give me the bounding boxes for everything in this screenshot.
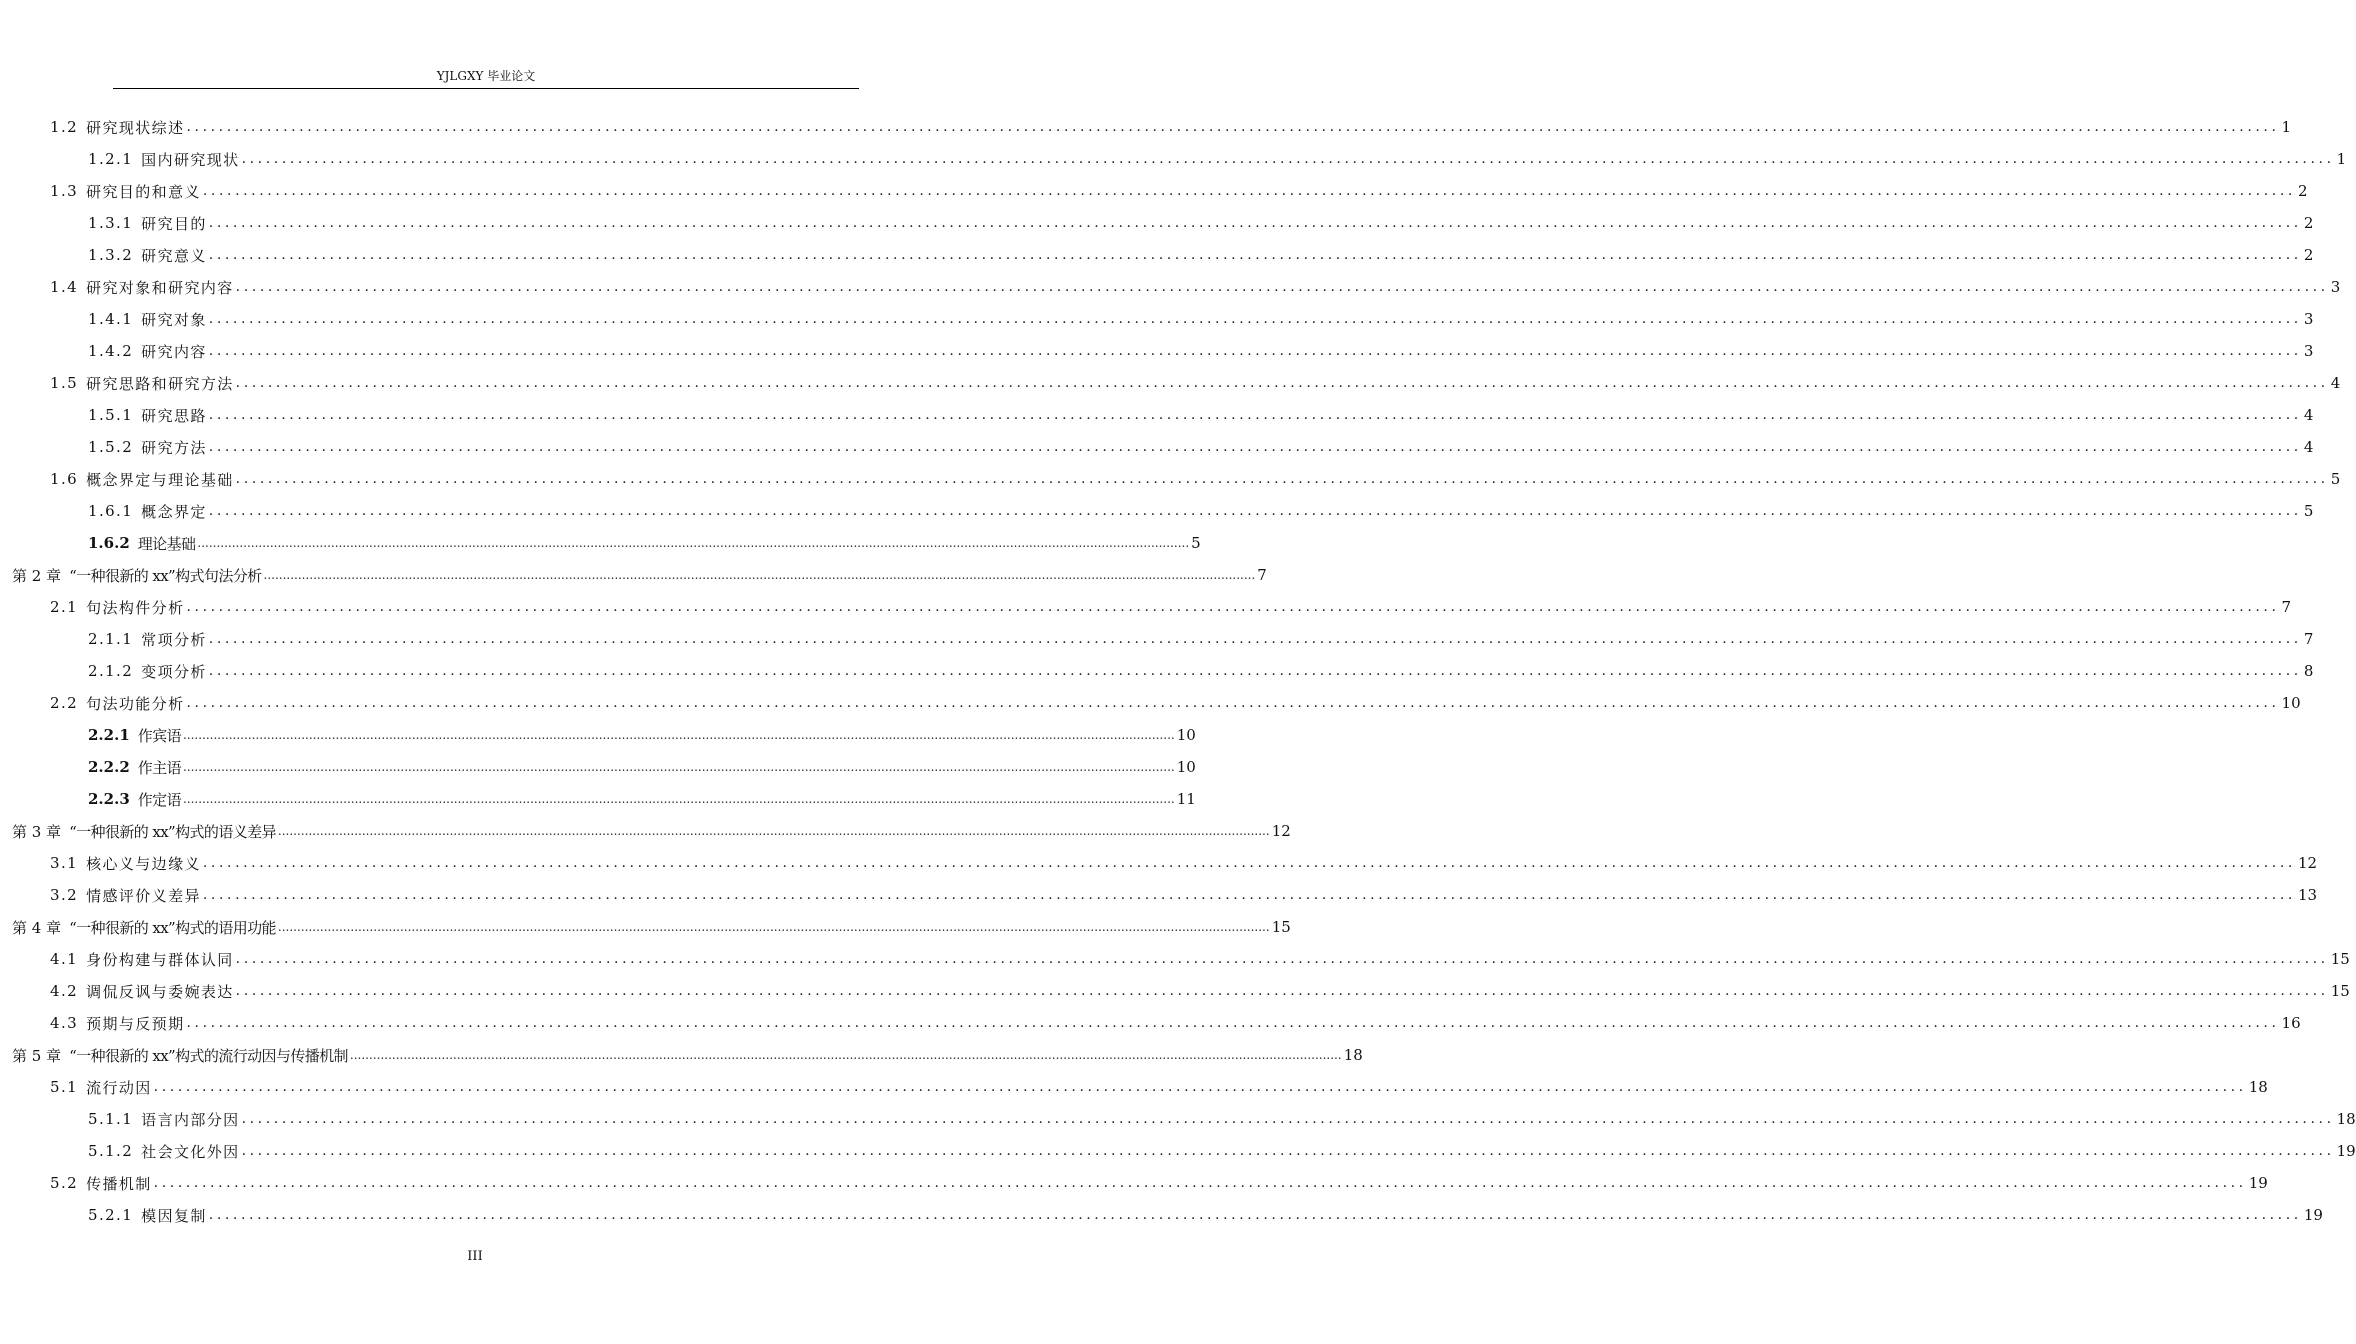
- toc-entry-number: 第 3 章: [12, 822, 62, 841]
- toc-entry[interactable]: [50, 463, 2341, 495]
- toc-entry-title: 研究对象: [141, 310, 207, 329]
- toc-entry-page: 8: [2303, 662, 2314, 680]
- toc-entry[interactable]: [12, 1039, 1363, 1071]
- toc-entry-number: 4.3: [50, 1014, 79, 1032]
- toc-dot-leader: ....................................................................................................................................................................................................................................................................: [263, 568, 1256, 582]
- toc-entry-title: 身份构建与群体认同: [86, 950, 234, 969]
- toc-entry-number: 2.2: [50, 694, 79, 712]
- toc-dot-leader: ....................................................................................................................................................................................................................................................................: [208, 311, 2302, 327]
- toc-dot-leader: ....................................................................................................................................................................................................................................................................: [235, 375, 2329, 391]
- toc-entry-title: 变项分析: [141, 662, 207, 681]
- toc-entry-number: 1.2: [50, 118, 79, 136]
- toc-entry[interactable]: [88, 303, 2314, 335]
- toc-entry[interactable]: [88, 335, 2314, 367]
- toc-dot-leader: ....................................................................................................................................................................................................................................................................: [277, 824, 1270, 838]
- toc-entry-page: 15: [2330, 950, 2350, 968]
- toc-dot-leader: ....................................................................................................................................................................................................................................................................: [208, 343, 2302, 359]
- toc-entry[interactable]: [88, 1199, 2323, 1231]
- toc-entry[interactable]: [88, 623, 2314, 655]
- toc-entry-number: 第 4 章: [12, 918, 62, 937]
- toc-entry-title: 作定语: [137, 790, 181, 809]
- header-rule: [113, 88, 859, 89]
- toc-entry-title: “一种很新的 xx”构式的语用功能: [69, 918, 276, 937]
- toc-dot-leader: ....................................................................................................................................................................................................................................................................: [235, 951, 2329, 967]
- toc-entry[interactable]: [88, 1103, 2356, 1135]
- toc-entry-number: 1.5.1: [88, 406, 134, 424]
- toc-entry[interactable]: [88, 399, 2314, 431]
- toc-entry-number: 1.3: [50, 182, 79, 200]
- page-header: YJLGXY 毕业论文: [436, 69, 536, 83]
- toc-entry[interactable]: [88, 1135, 2356, 1167]
- toc-dot-leader: ....................................................................................................................................................................................................................................................................: [202, 855, 2296, 871]
- toc-entry-title: “一种很新的 xx”构式的语义差异: [69, 822, 276, 841]
- toc-entry-page: 12: [1271, 822, 1291, 840]
- toc-entry[interactable]: [50, 1167, 2268, 1199]
- toc-entry-title: 句法构件分析: [86, 598, 185, 617]
- toc-entry[interactable]: [50, 975, 2350, 1007]
- toc-entry-page: 18: [1343, 1046, 1363, 1064]
- toc-entry-title: 研究目的: [141, 214, 207, 233]
- toc-entry-number: 1.3.2: [88, 246, 134, 264]
- toc-entry-title: 社会文化外因: [141, 1142, 240, 1161]
- toc-entry-page: 1: [2281, 118, 2292, 136]
- toc-entry[interactable]: [12, 911, 1291, 943]
- toc-entry-number: 1.4: [50, 278, 79, 296]
- toc-entry-title: 调侃反讽与委婉表达: [86, 982, 234, 1001]
- toc-entry-page: 15: [2330, 982, 2350, 1000]
- toc-entry[interactable]: [50, 687, 2301, 719]
- toc-dot-leader: ....................................................................................................................................................................................................................................................................: [277, 920, 1270, 934]
- toc-entry[interactable]: [88, 143, 2347, 175]
- toc-entry-title: 研究意义: [141, 246, 207, 265]
- toc-dot-leader: ....................................................................................................................................................................................................................................................................: [235, 279, 2329, 295]
- toc-entry-title: 研究思路和研究方法: [86, 374, 234, 393]
- toc-entry-number: 1.4.2: [88, 342, 134, 360]
- toc-entry-page: 13: [2297, 886, 2318, 904]
- toc-entry-page: 18: [2248, 1078, 2268, 1096]
- toc-entry-page: 10: [1176, 726, 1196, 744]
- toc-entry-title: 情感评价义差异: [86, 886, 201, 905]
- toc-entry-page: 16: [2281, 1014, 2301, 1032]
- toc-entry-title: 研究对象和研究内容: [86, 278, 234, 297]
- toc-entry-title: 概念界定: [141, 502, 207, 521]
- toc-entry-page: 5: [2303, 502, 2314, 520]
- toc-dot-leader: ....................................................................................................................................................................................................................................................................: [241, 1111, 2335, 1127]
- toc-entry-title: 研究目的和意义: [86, 182, 201, 201]
- toc-entry-page: 3: [2330, 278, 2341, 296]
- toc-entry-page: 2: [2297, 182, 2308, 200]
- toc-entry-number: 5.1.2: [88, 1142, 134, 1160]
- toc-entry[interactable]: [12, 815, 1291, 847]
- toc-dot-leader: ....................................................................................................................................................................................................................................................................: [182, 728, 1175, 742]
- toc-entry-page: 4: [2303, 438, 2314, 456]
- toc-entry[interactable]: [50, 367, 2341, 399]
- toc-entry-number: 1.4.1: [88, 310, 134, 328]
- toc-dot-leader: ....................................................................................................................................................................................................................................................................: [349, 1048, 1342, 1062]
- toc-dot-leader: ....................................................................................................................................................................................................................................................................: [182, 760, 1175, 774]
- toc-entry-title: “一种很新的 xx”构式句法分析: [69, 566, 262, 585]
- toc-entry[interactable]: [50, 271, 2341, 303]
- toc-entry[interactable]: [50, 943, 2350, 975]
- toc-entry-number: 5.2.1: [88, 1206, 134, 1224]
- toc-dot-leader: ....................................................................................................................................................................................................................................................................: [153, 1175, 2247, 1191]
- toc-entry-title: 作宾语: [137, 726, 181, 745]
- toc-entry[interactable]: [88, 719, 1196, 751]
- toc-entry-number: 1.6: [50, 470, 79, 488]
- toc-entry-title: 语言内部分因: [141, 1110, 240, 1129]
- toc-entry-number: 5.1: [50, 1078, 79, 1096]
- toc-entry-title: 句法功能分析: [86, 694, 185, 713]
- toc-entry[interactable]: [88, 527, 1201, 559]
- toc-entry-number: 1.6.2: [88, 534, 130, 552]
- toc-entry-number: 2.1.1: [88, 630, 134, 648]
- toc-dot-leader: ....................................................................................................................................................................................................................................................................: [241, 151, 2335, 167]
- toc-entry[interactable]: [50, 175, 2308, 207]
- toc-entry-page: 15: [1271, 918, 1291, 936]
- toc-entry[interactable]: [12, 559, 1267, 591]
- toc-entry-title: 研究内容: [141, 342, 207, 361]
- toc-entry[interactable]: [50, 1007, 2301, 1039]
- toc-entry-page: 10: [2281, 694, 2301, 712]
- toc-dot-leader: ....................................................................................................................................................................................................................................................................: [197, 536, 1190, 550]
- toc-entry-page: 5: [2330, 470, 2341, 488]
- page-number-footer: III: [467, 1249, 483, 1264]
- toc-entry-number: 第 5 章: [12, 1046, 62, 1065]
- toc-entry-page: 3: [2303, 310, 2314, 328]
- toc-dot-leader: ....................................................................................................................................................................................................................................................................: [153, 1079, 2247, 1095]
- toc-entry[interactable]: [88, 239, 2314, 271]
- toc-entry-page: 4: [2303, 406, 2314, 424]
- toc-entry-page: 7: [1257, 566, 1267, 584]
- toc-entry[interactable]: [50, 591, 2292, 623]
- toc-entry-number: 1.5: [50, 374, 79, 392]
- toc-entry-number: 1.2.1: [88, 150, 134, 168]
- toc-entry-page: 7: [2281, 598, 2292, 616]
- toc-entry-page: 2: [2303, 246, 2314, 264]
- toc-entry-title: 国内研究现状: [141, 150, 240, 169]
- toc-entry-number: 1.5.2: [88, 438, 134, 456]
- toc-entry-page: 11: [1176, 790, 1196, 808]
- toc-entry-number: 3.2: [50, 886, 79, 904]
- toc-entry-number: 第 2 章: [12, 566, 62, 585]
- toc-entry-page: 19: [2336, 1142, 2356, 1160]
- toc-entry-number: 4.2: [50, 982, 79, 1000]
- toc-dot-leader: ....................................................................................................................................................................................................................................................................: [186, 695, 2280, 711]
- toc-entry-number: 3.1: [50, 854, 79, 872]
- toc-entry-page: 1: [2336, 150, 2347, 168]
- toc-entry[interactable]: [50, 879, 2318, 911]
- toc-dot-leader: ....................................................................................................................................................................................................................................................................: [182, 792, 1175, 806]
- toc-entry-title: 理论基础: [137, 534, 196, 553]
- toc-entry[interactable]: [50, 847, 2318, 879]
- toc-entry-page: 12: [2297, 854, 2318, 872]
- toc-entry-number: 2.1.2: [88, 662, 134, 680]
- toc-entry[interactable]: [88, 431, 2314, 463]
- toc-entry-number: 2.1: [50, 598, 79, 616]
- toc-entry-number: 1.3.1: [88, 214, 134, 232]
- toc-entry[interactable]: [88, 783, 1196, 815]
- toc-entry[interactable]: [88, 751, 1196, 783]
- toc-dot-leader: ....................................................................................................................................................................................................................................................................: [235, 471, 2329, 487]
- toc-entry-number: 4.1: [50, 950, 79, 968]
- toc-entry-page: 4: [2330, 374, 2341, 392]
- toc-dot-leader: ....................................................................................................................................................................................................................................................................: [208, 407, 2302, 423]
- toc-entry-page: 5: [1191, 534, 1201, 552]
- toc-entry-title: 传播机制: [86, 1174, 152, 1193]
- toc-dot-leader: ....................................................................................................................................................................................................................................................................: [208, 503, 2302, 519]
- toc-entry-number: 5.2: [50, 1174, 79, 1192]
- toc-entry[interactable]: [50, 1071, 2268, 1103]
- toc-entry-page: 3: [2303, 342, 2314, 360]
- toc-entry-page: 10: [1176, 758, 1196, 776]
- toc-entry-page: 19: [2248, 1174, 2268, 1192]
- toc-entry-title: 模因复制: [141, 1206, 207, 1225]
- toc-entry-number: 2.2.1: [88, 726, 130, 744]
- toc-dot-leader: ....................................................................................................................................................................................................................................................................: [186, 1015, 2280, 1031]
- toc-entry-page: 7: [2303, 630, 2314, 648]
- toc-entry-number: 2.2.3: [88, 790, 130, 808]
- toc-entry-title: 研究现状综述: [86, 118, 185, 137]
- toc-entry-number: 1.6.1: [88, 502, 134, 520]
- toc-dot-leader: ....................................................................................................................................................................................................................................................................: [208, 663, 2302, 679]
- toc-entry-title: “一种很新的 xx”构式的流行动因与传播机制: [69, 1046, 348, 1065]
- toc-dot-leader: ....................................................................................................................................................................................................................................................................: [208, 631, 2302, 647]
- toc-dot-leader: ....................................................................................................................................................................................................................................................................: [235, 983, 2329, 999]
- toc-dot-leader: ....................................................................................................................................................................................................................................................................: [208, 247, 2302, 263]
- toc-entry-title: 研究思路: [141, 406, 207, 425]
- toc-entry-title: 作主语: [137, 758, 181, 777]
- toc-dot-leader: ....................................................................................................................................................................................................................................................................: [208, 215, 2302, 231]
- toc-entry-page: 2: [2303, 214, 2314, 232]
- toc-entry[interactable]: [88, 495, 2314, 527]
- toc-entry-title: 预期与反预期: [86, 1014, 185, 1033]
- toc-dot-leader: ....................................................................................................................................................................................................................................................................: [208, 1207, 2302, 1223]
- toc-entry-title: 研究方法: [141, 438, 207, 457]
- toc-dot-leader: ....................................................................................................................................................................................................................................................................: [202, 183, 2296, 199]
- toc-entry-title: 核心义与边缘义: [86, 854, 201, 873]
- toc-dot-leader: ....................................................................................................................................................................................................................................................................: [202, 887, 2296, 903]
- toc-entry[interactable]: [88, 655, 2314, 687]
- toc-entry-number: 2.2.2: [88, 758, 130, 776]
- toc-entry[interactable]: [50, 111, 2292, 143]
- toc-entry[interactable]: [88, 207, 2314, 239]
- toc-entry-page: 19: [2303, 1206, 2323, 1224]
- toc-entry-number: 5.1.1: [88, 1110, 134, 1128]
- toc-dot-leader: ....................................................................................................................................................................................................................................................................: [241, 1143, 2335, 1159]
- toc-entry-title: 概念界定与理论基础: [86, 470, 234, 489]
- toc-dot-leader: ....................................................................................................................................................................................................................................................................: [186, 119, 2280, 135]
- toc-entry-page: 18: [2336, 1110, 2356, 1128]
- toc-dot-leader: ....................................................................................................................................................................................................................................................................: [208, 439, 2302, 455]
- toc-dot-leader: ....................................................................................................................................................................................................................................................................: [186, 599, 2280, 615]
- toc-entry-title: 流行动因: [86, 1078, 152, 1097]
- toc-entry-title: 常项分析: [141, 630, 207, 649]
